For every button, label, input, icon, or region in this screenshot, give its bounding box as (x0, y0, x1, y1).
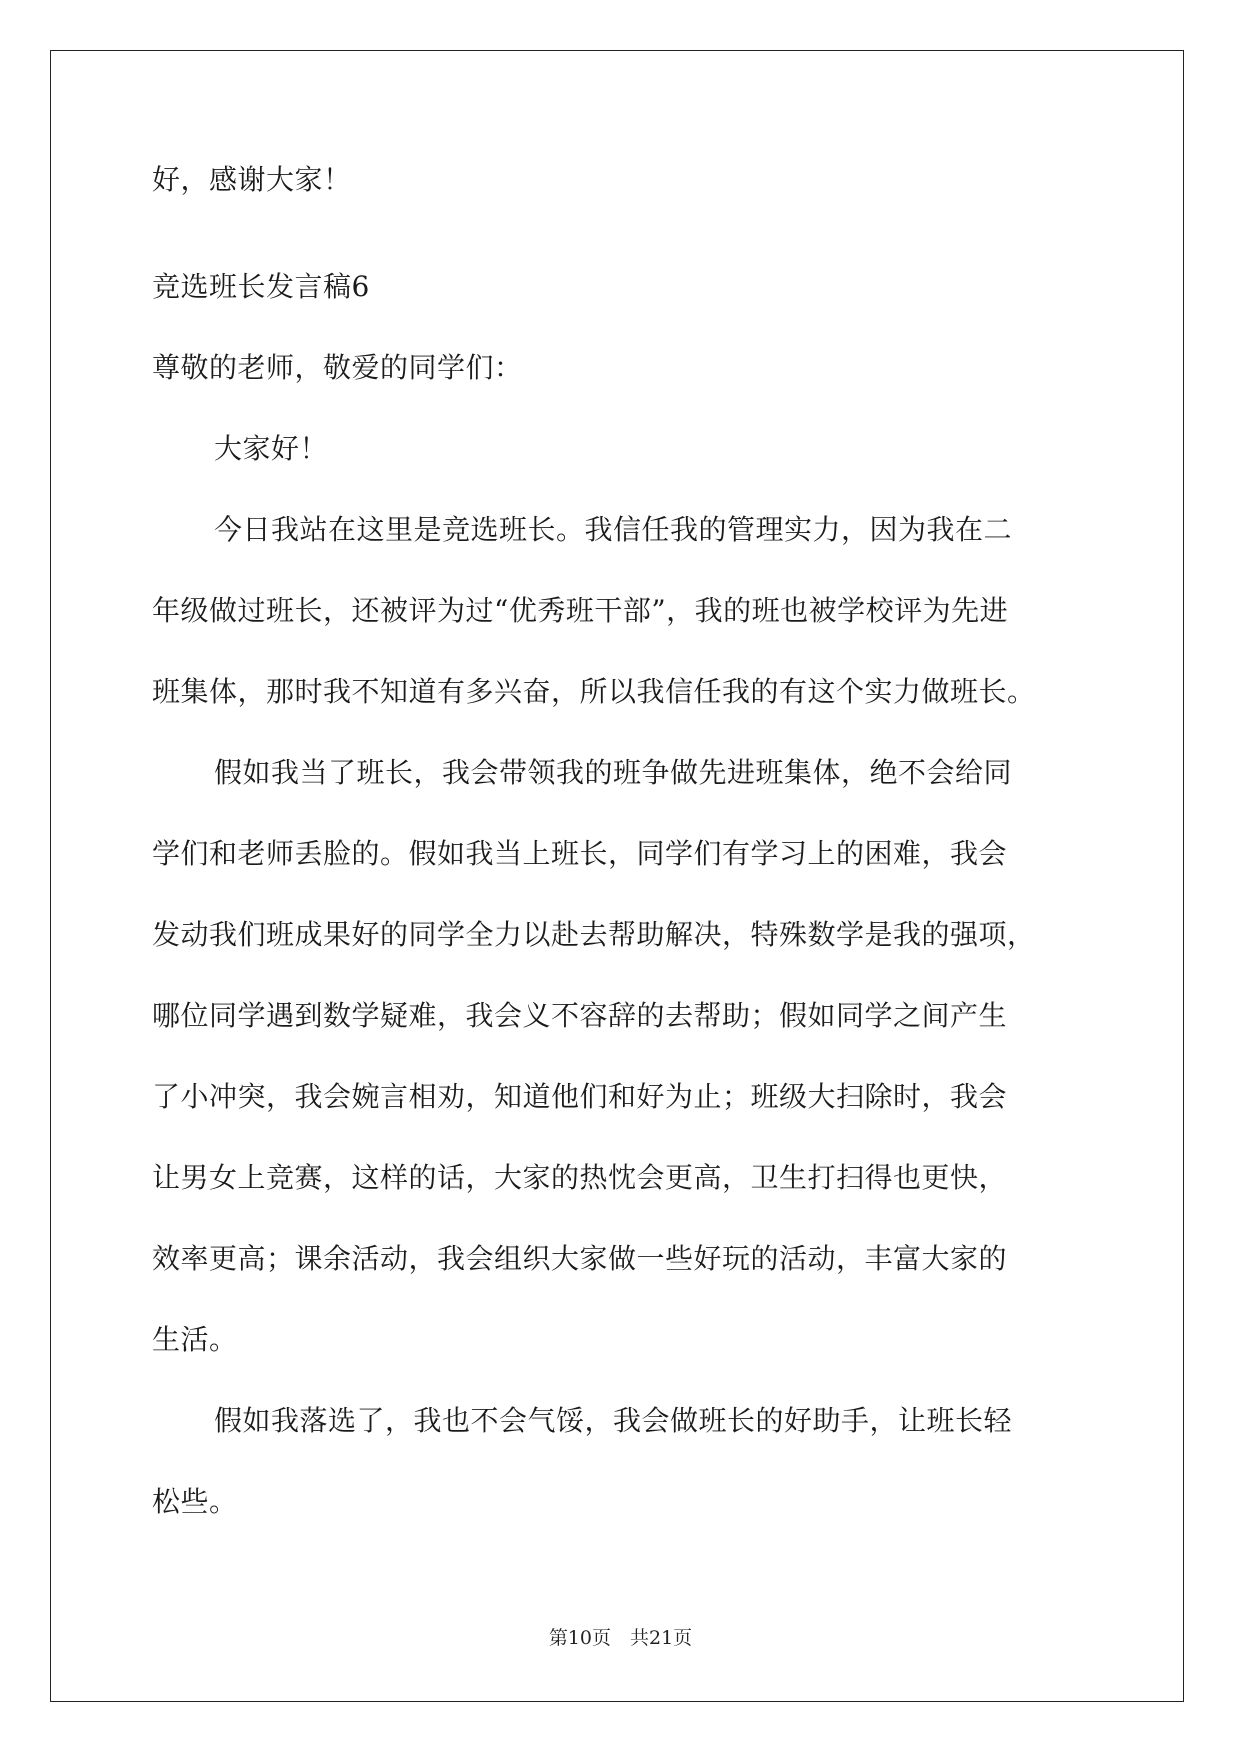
text-line: 好，感谢大家！ (152, 163, 352, 196)
text-line: 今日我站在这里是竞选班长。我信任我的管理实力，因为我在二 (214, 513, 1013, 546)
page-number: 第10页 共21页 (548, 1627, 693, 1649)
text-line: 效率更高；课余活动，我会组织大家做一些好玩的活动，丰富大家的 (152, 1242, 1008, 1275)
text-line: 假如我落选了，我也不会气馁，我会做班长的好助手，让班长轻 (214, 1404, 1013, 1437)
text-line: 哪位同学遇到数学疑难，我会义不容辞的去帮助；假如同学之间产生 (152, 999, 1008, 1032)
text-line: 了小冲突，我会婉言相劝，知道他们和好为止；班级大扫除时，我会 (152, 1080, 1008, 1113)
text-line: 学们和老师丢脸的。假如我当上班长，同学们有学习上的困难，我会 (152, 837, 1008, 870)
text-line: 松些。 (152, 1485, 238, 1518)
section-title: 竞选班长发言稿6 (152, 270, 370, 303)
text-line: 年级做过班长，还被评为过“优秀班干部”，我的班也被学校评为先进 (152, 594, 1009, 627)
text-line: 假如我当了班长，我会带领我的班争做先进班集体，绝不会给同 (214, 756, 1013, 789)
text-line: 发动我们班成果好的同学全力以赴去帮助解决，特殊数学是我的强项， (152, 918, 1036, 951)
greeting: 大家好！ (214, 432, 329, 465)
text-line: 班集体，那时我不知道有多兴奋，所以我信任我的有这个实力做班长。 (152, 675, 1036, 708)
text-line: 生活。 (152, 1323, 238, 1356)
salutation: 尊敬的老师，敬爱的同学们： (152, 351, 523, 384)
text-line: 让男女上竞赛，这样的话，大家的热忱会更高，卫生打扫得也更快， (152, 1161, 1008, 1194)
document-body (152, 165, 1092, 1542)
